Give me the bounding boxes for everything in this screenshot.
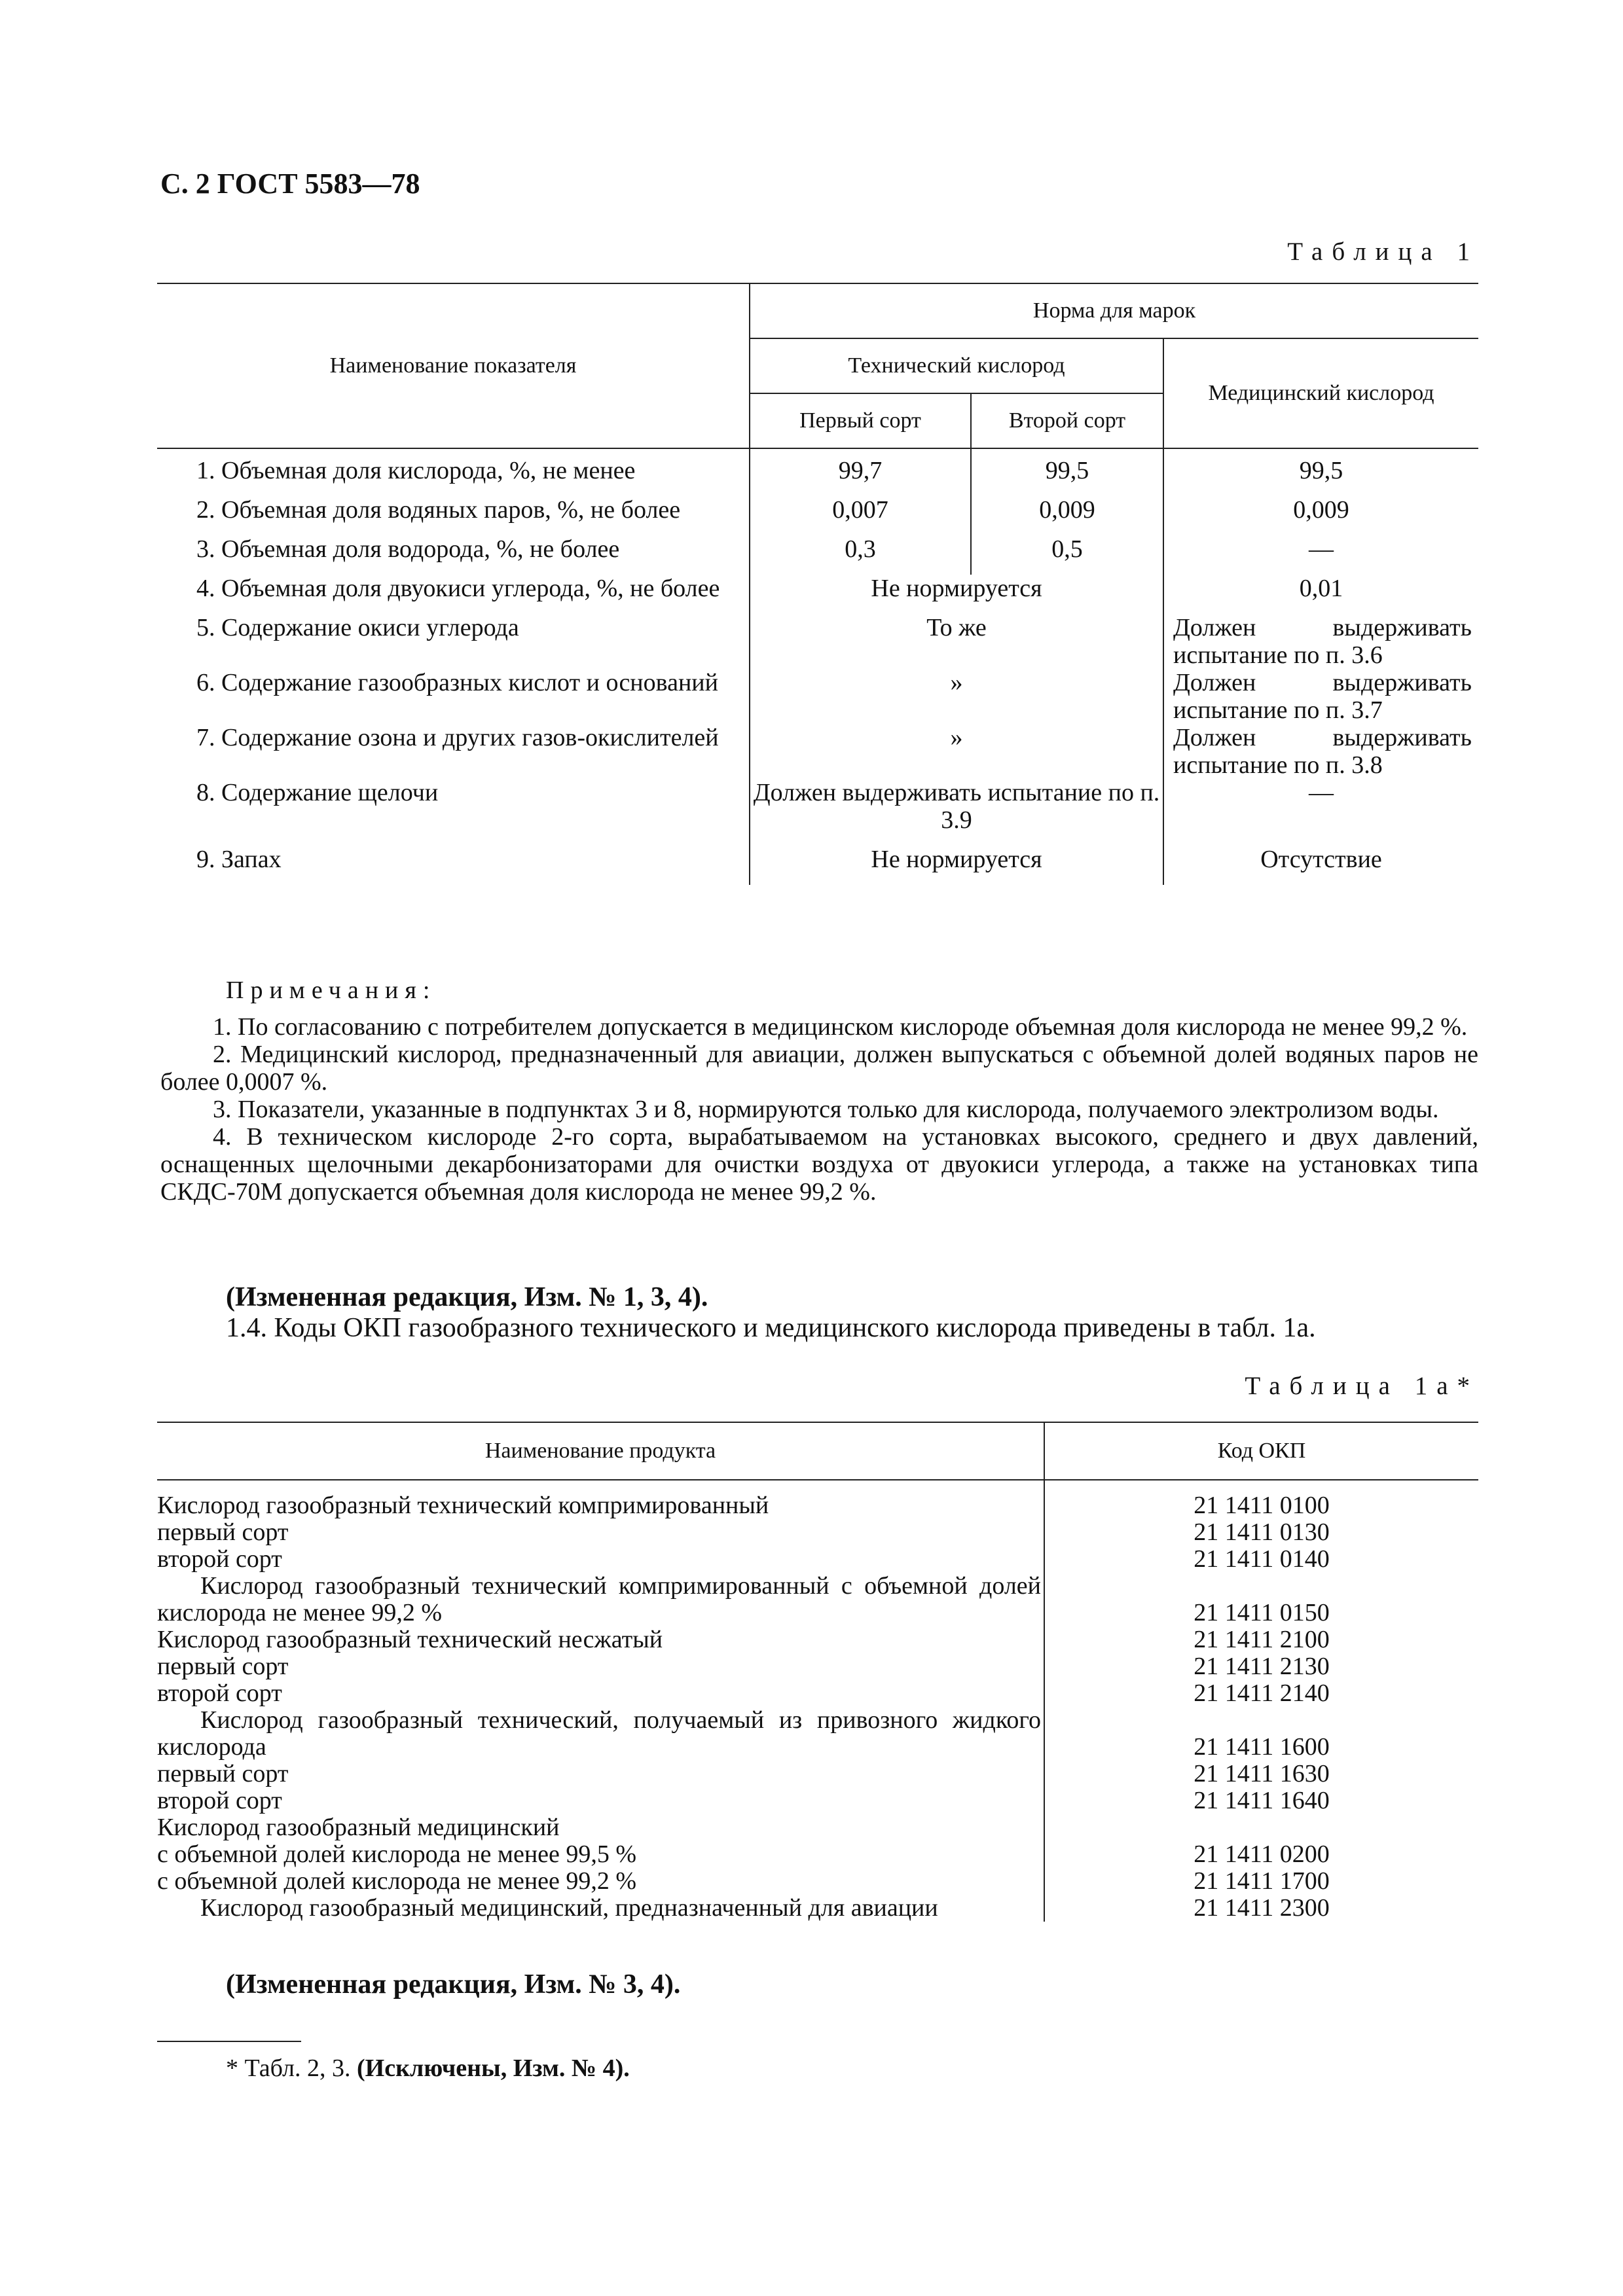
table-row xyxy=(157,1519,1478,1546)
product-name: второй сорт xyxy=(157,1679,282,1707)
cell-medical: Должен выдерживать испытание по п. 3.7 xyxy=(1163,669,1478,724)
cell-second: 0,009 xyxy=(971,496,1163,535)
table-row xyxy=(157,1761,1478,1787)
product-name: второй сорт xyxy=(157,1787,282,1814)
table1 xyxy=(157,283,1478,885)
okp-code: 21 1411 2140 xyxy=(1044,1680,1478,1707)
row-name: 1. Объемная доля кислорода, %, не менее xyxy=(196,457,636,484)
okp-code: 21 1411 0150 xyxy=(1044,1573,1478,1626)
table-row xyxy=(157,448,1478,496)
okp-code: 21 1411 1630 xyxy=(1044,1761,1478,1787)
paragraph-1-4: 1.4. Коды ОКП газообразного технического и медицинского кислорода приведены в табл. 1а. xyxy=(226,1313,1316,1343)
product-name: Кислород газообразный технический компримированный с объемной долей кислорода не менее 99,2 % xyxy=(157,1572,1041,1626)
table1-label: Таблица 1 xyxy=(1287,238,1479,266)
product-name: Кислород газообразный медицинский xyxy=(157,1814,560,1841)
table-row xyxy=(157,1626,1478,1653)
okp-code: 21 1411 2130 xyxy=(1044,1653,1478,1680)
footnote-divider xyxy=(157,2041,301,2042)
cell-medical: — xyxy=(1163,535,1478,575)
note-item: 1. По согласованию с потребителем допускается в медицинском кислороде объемная доля кислорода не менее 99,2 %. xyxy=(213,1013,1468,1041)
cell-medical: — xyxy=(1163,779,1478,846)
row-name: 7. Содержание озона и других газов-окислителей xyxy=(196,724,719,751)
table-row xyxy=(157,1573,1478,1626)
table-row xyxy=(157,1868,1478,1895)
table-row xyxy=(157,614,1478,669)
note-item: 3. Показатели, указанные в подпунктах 3 и 8, нормируются только для кислорода, получаемого электролизом воды. xyxy=(213,1096,1439,1123)
okp-code: 21 1411 1700 xyxy=(1044,1868,1478,1895)
product-name: Кислород газообразный технический несжатый xyxy=(157,1626,663,1653)
okp-code: 21 1411 0140 xyxy=(1044,1546,1478,1573)
header-norm: Норма для марок xyxy=(750,283,1478,338)
table-row xyxy=(157,1546,1478,1573)
table-row xyxy=(157,496,1478,535)
okp-code: 21 1411 0100 xyxy=(1044,1480,1478,1519)
header-code: Код ОКП xyxy=(1044,1422,1478,1480)
footnote-bold: (Исключены, Изм. № 4). xyxy=(356,2054,630,2082)
cell-first: 0,007 xyxy=(750,496,971,535)
note-item: 2. Медицинский кислород, предназначенный для авиации, должен выпускаться с объемной долей водяных паров не более 0,0007 %. xyxy=(160,1041,1478,1096)
table-row xyxy=(157,1480,1478,1519)
cell-medical: 0,01 xyxy=(1163,575,1478,614)
okp-code: 21 1411 1640 xyxy=(1044,1787,1478,1814)
table-row xyxy=(157,1787,1478,1814)
table-row xyxy=(157,724,1478,779)
page-header: С. 2 ГОСТ 5583—78 xyxy=(160,168,420,200)
cell-medical: 0,009 xyxy=(1163,496,1478,535)
product-name: с объемной долей кислорода не менее 99,2 % xyxy=(157,1867,637,1895)
note-item: 4. В техническом кислороде 2-го сорта, вырабатываемом на установках высокого, среднего и двух давлений, оснащенных щелочными декарбонизаторами для очистки воздуха от двуокиси углерода, а также на установках типа СКДС-70М допускается объемная доля кислорода не менее 99,2 %. xyxy=(160,1123,1478,1206)
edited-note-1: (Измененная редакция, Изм. № 1, 3, 4). xyxy=(226,1282,708,1312)
header-product: Наименование продукта xyxy=(157,1422,1044,1480)
row-name: 9. Запах xyxy=(196,846,282,873)
footnote xyxy=(226,2054,630,2083)
table-row xyxy=(157,535,1478,575)
row-name: 5. Содержание окиси углерода xyxy=(196,614,519,641)
product-name: Кислород газообразный медицинский, предназначенный для авиации xyxy=(200,1894,938,1922)
edited-note-2: (Измененная редакция, Изм. № 3, 4). xyxy=(226,1969,681,2000)
table-row xyxy=(157,779,1478,846)
notes-title: Примечания: xyxy=(226,977,437,1004)
row-name: 3. Объемная доля водорода, %, не более xyxy=(196,535,620,563)
table-row xyxy=(157,575,1478,614)
product-name: второй сорт xyxy=(157,1545,282,1573)
okp-code: 21 1411 2300 xyxy=(1044,1895,1478,1922)
table1a xyxy=(157,1422,1478,1922)
cell-first: 99,7 xyxy=(750,448,971,496)
row-name: 8. Содержание щелочи xyxy=(196,779,439,806)
table-row xyxy=(157,1814,1478,1841)
okp-code: 21 1411 2100 xyxy=(1044,1626,1478,1653)
product-name: первый сорт xyxy=(157,1760,289,1787)
footnote-text: * Табл. 2, 3. xyxy=(226,2054,357,2082)
product-name: с объемной долей кислорода не менее 99,5 % xyxy=(157,1840,637,1868)
row-name: 6. Содержание газообразных кислот и оснований xyxy=(196,669,718,696)
table-row xyxy=(157,846,1478,885)
cell-technical: Не нормируется xyxy=(750,846,1163,885)
cell-technical: Должен выдерживать испытание по п. 3.9 xyxy=(750,779,1163,846)
cell-medical: Должен выдерживать испытание по п. 3.6 xyxy=(1163,614,1478,669)
table-row xyxy=(157,1707,1478,1761)
okp-code: 21 1411 0200 xyxy=(1044,1841,1478,1868)
cell-second: 99,5 xyxy=(971,448,1163,496)
okp-code xyxy=(1044,1814,1478,1841)
table1a-label: Таблица 1а* xyxy=(1245,1372,1479,1400)
row-name: 4. Объемная доля двуокиси углерода, %, не более xyxy=(196,575,720,602)
table-row xyxy=(157,1895,1478,1922)
header-name: Наименование показателя xyxy=(157,283,750,448)
cell-medical: Отсутствие xyxy=(1163,846,1478,885)
okp-code: 21 1411 1600 xyxy=(1044,1707,1478,1761)
okp-code: 21 1411 0130 xyxy=(1044,1519,1478,1546)
notes xyxy=(160,977,1478,1206)
product-name: первый сорт xyxy=(157,1518,289,1546)
cell-first: 0,3 xyxy=(750,535,971,575)
header-first: Первый сорт xyxy=(750,393,971,448)
table1a-body xyxy=(157,1480,1478,1922)
header-technical: Технический кислород xyxy=(750,338,1163,393)
product-name: Кислород газообразный технический, получаемый из привозного жидкого кислорода xyxy=(157,1706,1041,1761)
row-name: 2. Объемная доля водяных паров, %, не более xyxy=(196,496,681,524)
cell-medical: 99,5 xyxy=(1163,448,1478,496)
cell-technical: » xyxy=(750,669,1163,724)
header-medical: Медицинский кислород xyxy=(1163,338,1478,448)
product-name: Кислород газообразный технический компримированный xyxy=(157,1492,769,1519)
cell-technical: Не нормируется xyxy=(750,575,1163,614)
table-row xyxy=(157,1680,1478,1707)
product-name: первый сорт xyxy=(157,1653,289,1680)
cell-second: 0,5 xyxy=(971,535,1163,575)
cell-medical: Должен выдерживать испытание по п. 3.8 xyxy=(1163,724,1478,779)
cell-technical: » xyxy=(750,724,1163,779)
header-second: Второй сорт xyxy=(971,393,1163,448)
table-row xyxy=(157,669,1478,724)
cell-technical: То же xyxy=(750,614,1163,669)
table-row xyxy=(157,1653,1478,1680)
table-row xyxy=(157,1841,1478,1868)
